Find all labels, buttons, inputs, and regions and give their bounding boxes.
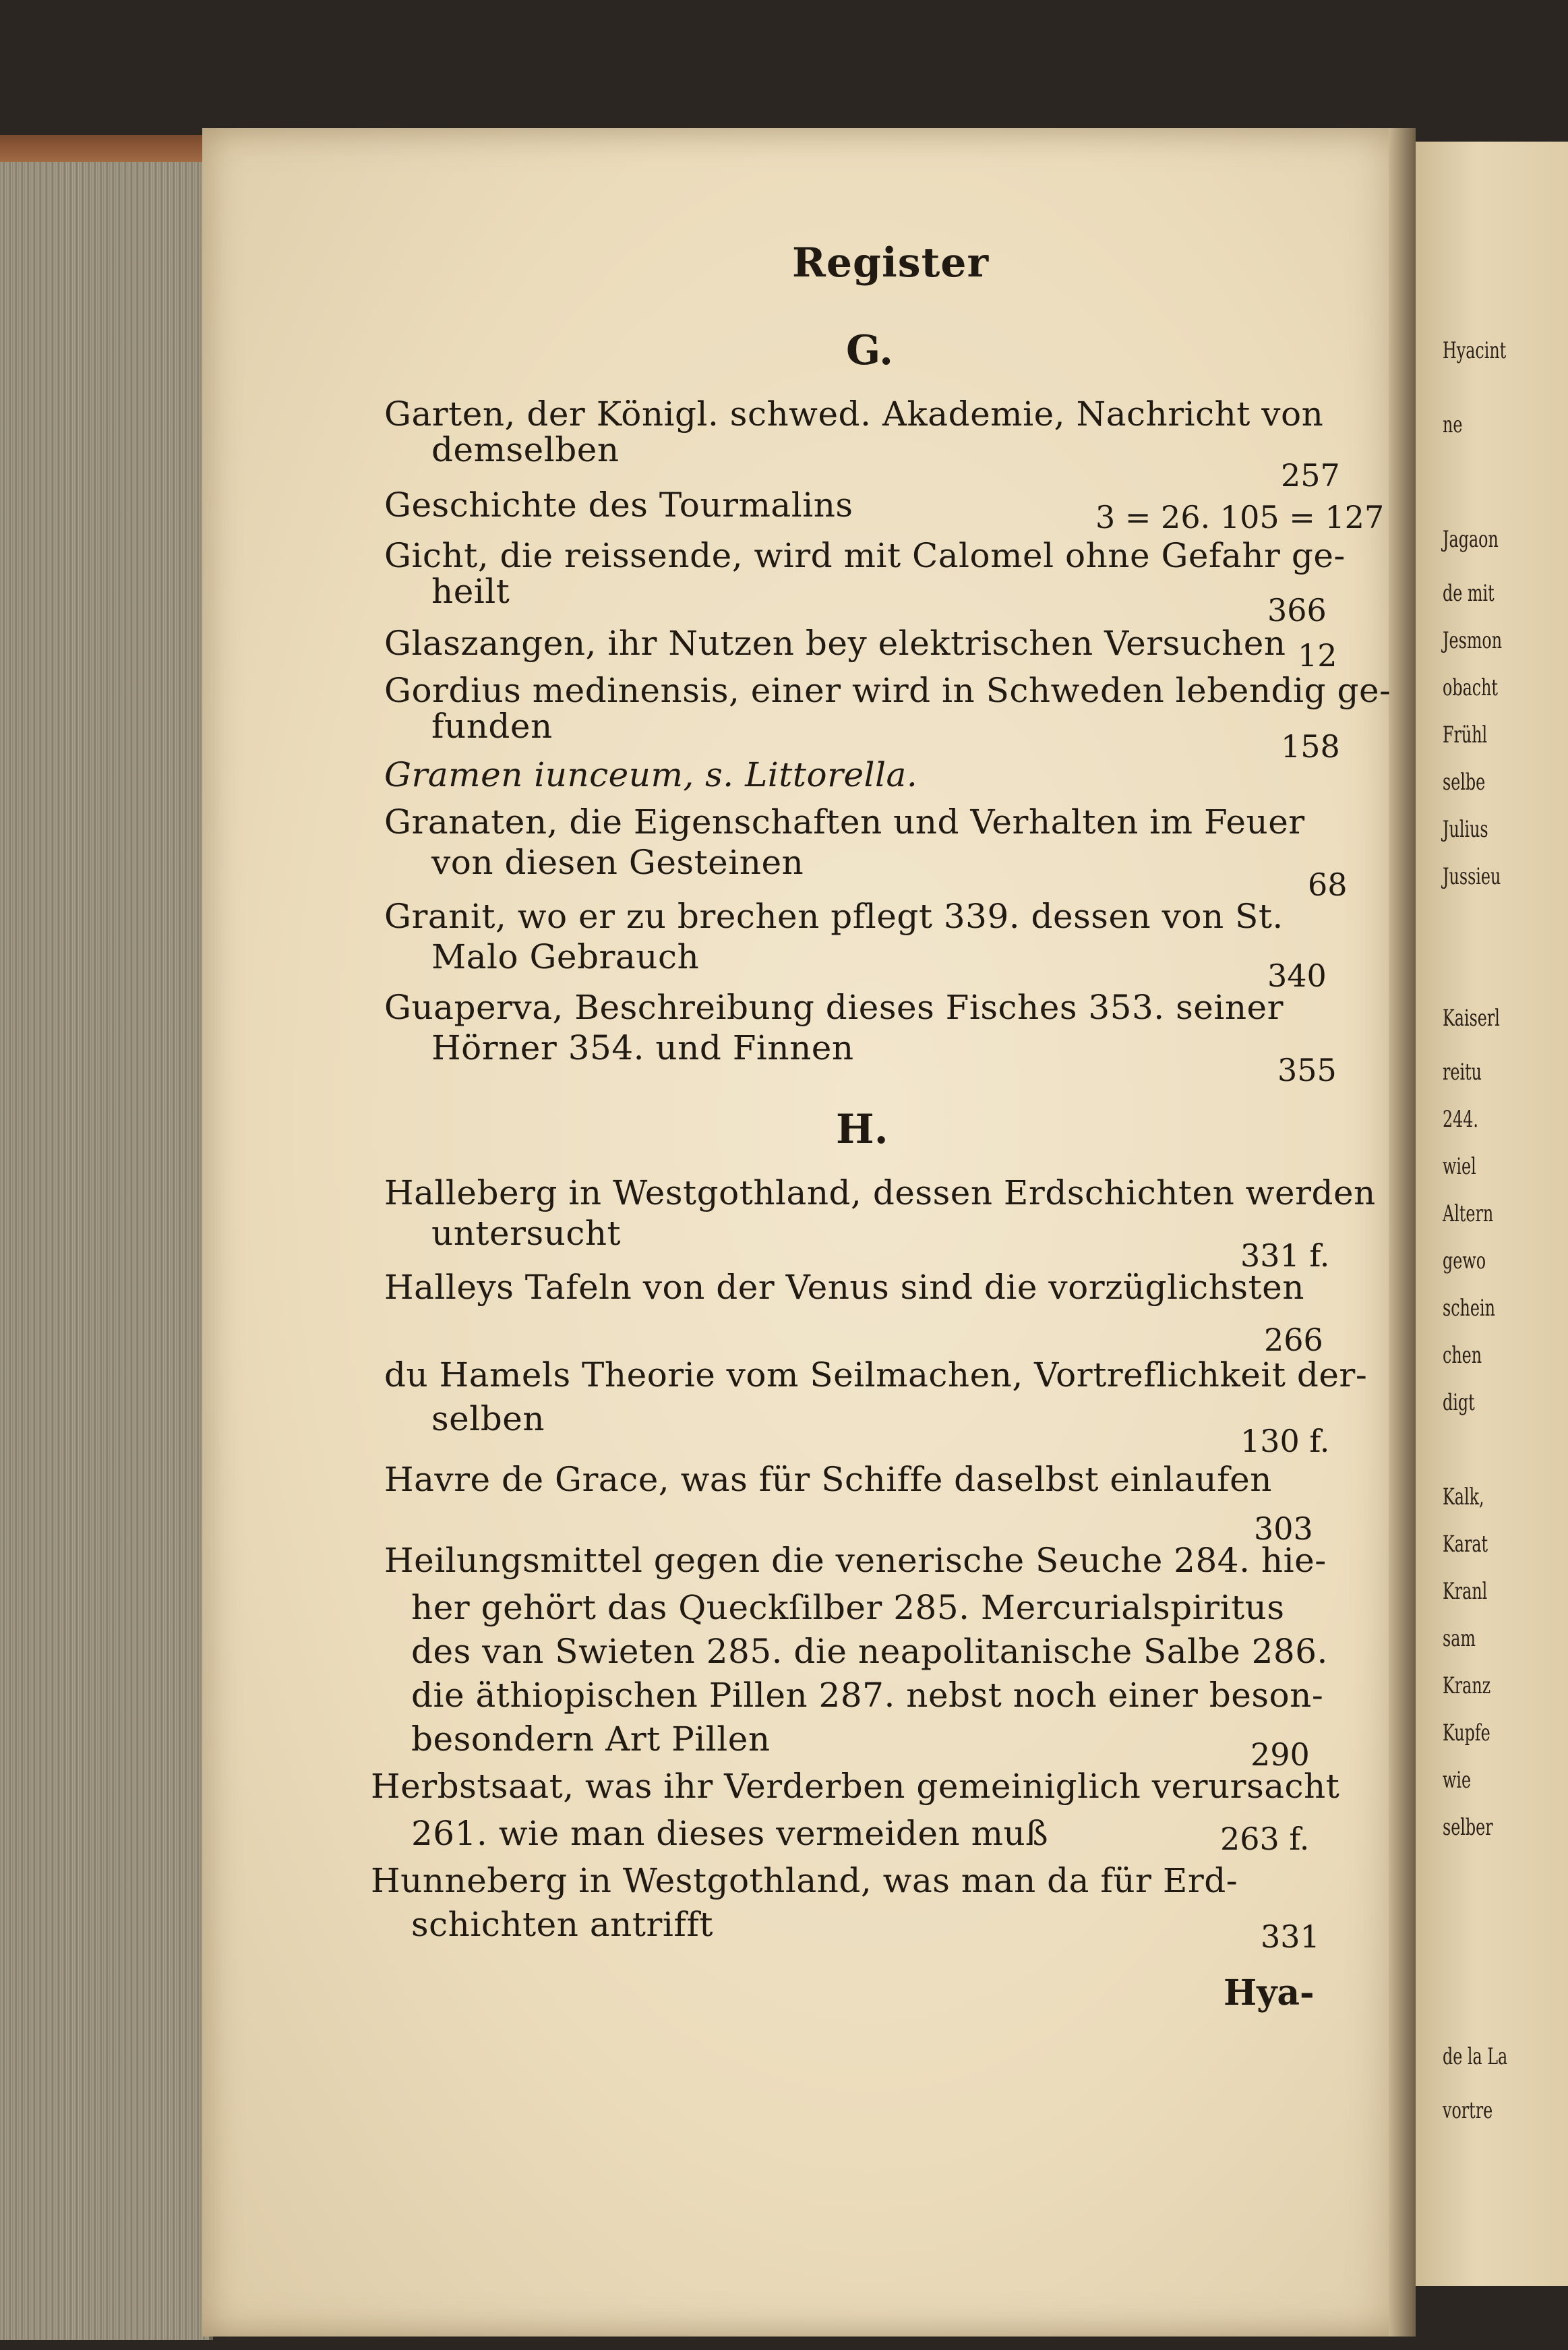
entry-line: Gordius medinensis, einer wird in Schweden lebendig ge- xyxy=(384,671,1391,710)
facing-fragment: selbe xyxy=(1443,769,1486,796)
page-ref: 290 xyxy=(1250,1736,1310,1773)
entry-line: Herbstsaat, was ihr Verderben gemeiniglich verursacht xyxy=(371,1767,1340,1806)
facing-fragment: Frühl xyxy=(1443,722,1488,748)
entry-line: des van Swieten 285. die neapolitanische Salbe 286. xyxy=(411,1632,1328,1671)
entry-line: 261. wie man dieses vermeiden muß xyxy=(411,1814,1049,1853)
entry-line: Hunneberg in Westgothland, was man da für Erd- xyxy=(371,1861,1238,1900)
facing-fragment: Kupfe xyxy=(1443,1720,1490,1746)
page-ref: 366 xyxy=(1267,592,1327,628)
facing-fragment: Jagaon xyxy=(1443,526,1499,553)
entry-line: her gehört das Queckſilber 285. Mercurialspiritus xyxy=(411,1588,1285,1627)
page-ref: 12 xyxy=(1298,637,1337,674)
entry-line: Granit, wo er zu brechen pflegt 339. dessen von St. xyxy=(384,897,1284,936)
entry-line: Gicht, die reissende, wird mit Calomel ohne Gefahr ge- xyxy=(384,536,1346,575)
facing-fragment: Kranl xyxy=(1443,1578,1488,1605)
section-letter-g: G. xyxy=(846,327,893,374)
facing-fragment: Kaiserl xyxy=(1443,1005,1500,1032)
entry-line: Heilungsmittel gegen die venerische Seuche 284. hie- xyxy=(384,1541,1327,1580)
entry-line: Garten, der Königl. schwed. Akademie, Nachricht von xyxy=(384,394,1324,434)
entry-line: Glaszangen, ihr Nutzen bey elektrischen Versuchen xyxy=(384,624,1286,663)
facing-fragment: digt xyxy=(1443,1389,1475,1416)
page-ref: 158 xyxy=(1281,728,1340,765)
entry-line: Geschichte des Tourmalins xyxy=(384,486,853,525)
page-ref: 331 xyxy=(1261,1918,1320,1955)
facing-fragment: selber xyxy=(1443,1814,1493,1841)
page-ref: 331 f. xyxy=(1240,1237,1330,1274)
page-ref: 355 xyxy=(1277,1052,1337,1088)
page-ref: 3 = 26. 105 = 127 xyxy=(1095,499,1385,535)
entry-line: selben xyxy=(431,1399,545,1438)
facing-fragment: 244. xyxy=(1443,1106,1478,1133)
entry-line: untersucht xyxy=(431,1214,622,1253)
entry-line: Havre de Grace, was für Schiffe daselbst einlaufen xyxy=(384,1460,1272,1499)
entry-line: Hörner 354. und Finnen xyxy=(431,1028,854,1067)
facing-fragment: wie xyxy=(1443,1767,1472,1794)
facing-fragment: Karat xyxy=(1443,1531,1488,1558)
facing-fragment: Julius xyxy=(1443,816,1488,843)
entry-line: du Hamels Theorie vom Seilmachen, Vortreflichkeit der- xyxy=(384,1355,1368,1394)
page-ref: 340 xyxy=(1267,958,1327,994)
entry-line: besondern Art Pillen xyxy=(411,1720,771,1759)
catchword: Hya- xyxy=(1224,1972,1315,2014)
entry-line: schichten antrifft xyxy=(411,1905,713,1944)
page-ref: 257 xyxy=(1281,457,1340,494)
section-letter-h: H. xyxy=(836,1106,888,1153)
entry-line: Granaten, die Eigenschaften und Verhalten im Feuer xyxy=(384,802,1305,842)
facing-fragment: schein xyxy=(1443,1295,1495,1322)
entry-line: Guaperva, Beschreibung dieses Fisches 353. seiner xyxy=(384,988,1284,1027)
facing-fragment: vortre xyxy=(1443,2097,1493,2124)
facing-fragment: ne xyxy=(1443,411,1463,438)
facing-fragment: Hyacint xyxy=(1443,337,1507,364)
facing-fragment: reitu xyxy=(1443,1059,1482,1086)
entry-line: Malo Gebrauch xyxy=(431,937,700,976)
entry-line: Gramen iunceum, s. Littorella. xyxy=(384,755,918,794)
page-ref: 266 xyxy=(1264,1322,1323,1358)
page-ref: 68 xyxy=(1308,866,1348,903)
facing-fragment: Kalk, xyxy=(1443,1484,1484,1510)
entry-line: die äthiopischen Pillen 287. nebst noch einer beson- xyxy=(411,1676,1324,1715)
entry-line: Halleys Tafeln von der Venus sind die vorzüglichsten xyxy=(384,1268,1304,1307)
page-ref: 263 f. xyxy=(1220,1821,1310,1857)
facing-fragment: Jussieu xyxy=(1443,863,1501,890)
facing-fragment: obacht xyxy=(1443,674,1498,701)
running-head: Register xyxy=(792,239,990,287)
facing-fragment: gewo xyxy=(1443,1247,1486,1274)
page-ref: 130 f. xyxy=(1240,1423,1330,1459)
entry-line: heilt xyxy=(431,572,510,611)
entry-line: von diesen Gesteinen xyxy=(431,843,804,882)
facing-fragment: de mit xyxy=(1443,580,1495,607)
facing-fragment: sam xyxy=(1443,1625,1476,1652)
entry-line: Halleberg in Westgothland, dessen Erdschichten werden xyxy=(384,1173,1376,1212)
facing-fragment: chen xyxy=(1443,1342,1482,1369)
page-ref: 303 xyxy=(1254,1510,1313,1547)
entry-line: demselben xyxy=(431,430,620,469)
facing-fragment: Altern xyxy=(1443,1200,1494,1227)
facing-fragment: Jesmon xyxy=(1443,627,1503,654)
facing-fragment: Kranz xyxy=(1443,1672,1491,1699)
facing-fragment: de la La xyxy=(1443,2043,1508,2070)
facing-fragment: wiel xyxy=(1443,1153,1476,1180)
entry-line: funden xyxy=(431,707,553,746)
